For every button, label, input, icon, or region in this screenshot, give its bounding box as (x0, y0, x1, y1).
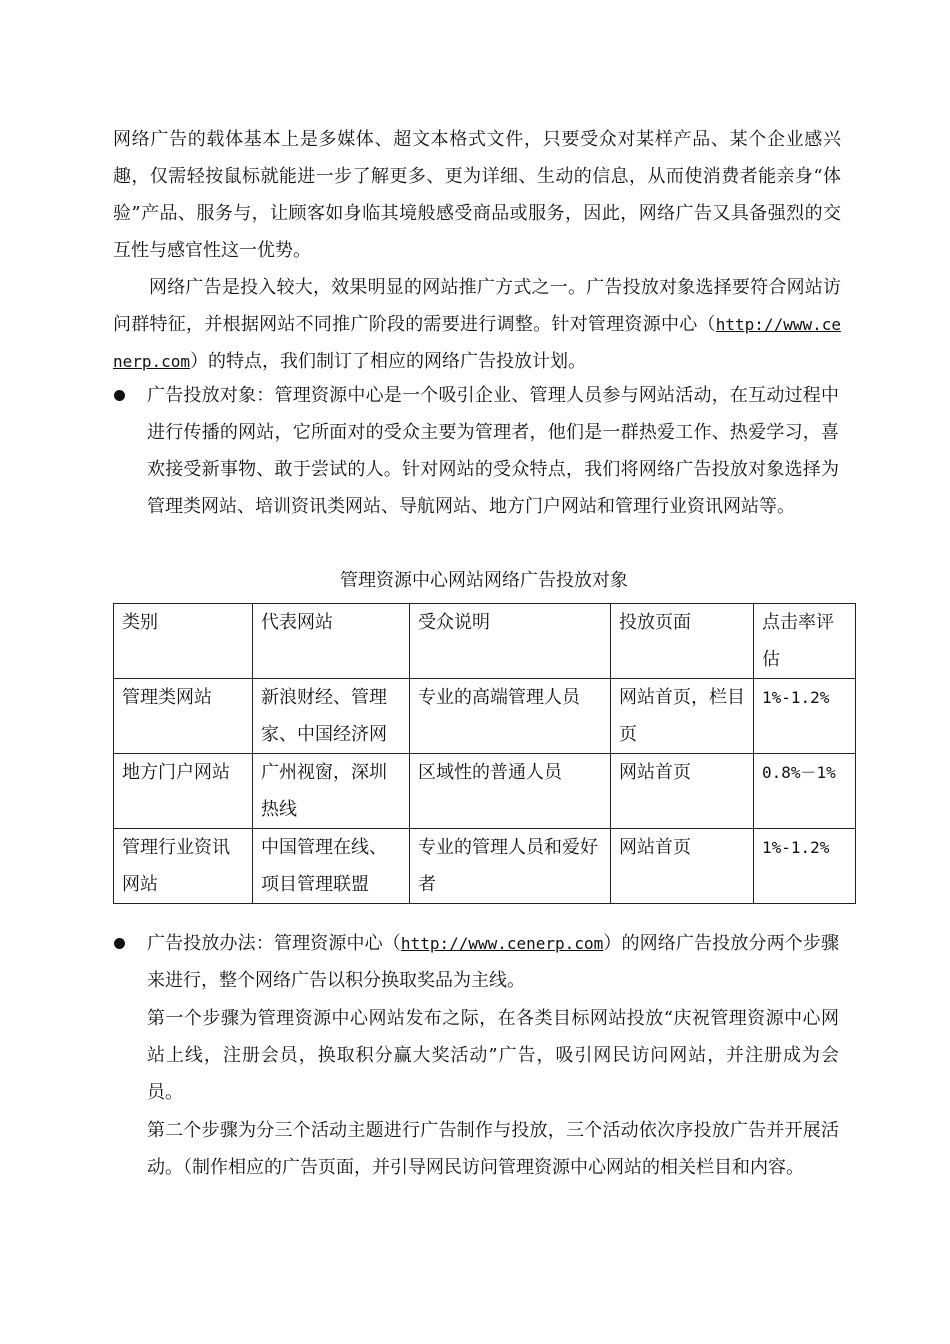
cell-audience: 专业的管理人员和爱好者 (410, 829, 611, 904)
cell-ctr: 0.8%－1% (754, 754, 856, 829)
cell-sites: 广州视窗，深圳热线 (253, 754, 410, 829)
table-row (114, 754, 856, 829)
intro-p2-text-after: ）的特点，我们制订了相应的网络广告投放计划。 (190, 351, 587, 372)
cell-category: 管理类网站 (114, 679, 253, 754)
bullet-2-dot (114, 938, 125, 949)
table-row (114, 829, 856, 904)
table-caption: 管理资源中心网站网络广告投放对象 (340, 570, 628, 591)
step-1-paragraph: 第一个步骤为管理资源中心网站发布之际，在各类目标网站投放“庆祝管理资源中心网站上线，注册会员，换取积分赢大奖活动”广告，吸引网民访问网站，并注册成为会员。 (147, 1008, 839, 1103)
cell-page: 网站首页 (611, 829, 754, 904)
table-row (114, 679, 856, 754)
ad-targets-table (113, 603, 856, 904)
header-sites: 代表网站 (253, 604, 410, 679)
bullet-1-text: 广告投放对象：管理资源中心是一个吸引企业、管理人员参与网站活动，在互动过程中进行传播的网站，它所面对的受众主要为管理者，他们是一群热爱工作、热爱学习，喜欢接受新事物、敢于尝试的人。针对网站的受众特点，我们将网络广告投放对象选择为管理类网站、培训资讯类网站、导航网站、地方门户网站和管理行业资讯网站等。 (147, 385, 839, 517)
cell-page: 网站首页，栏目页 (611, 679, 754, 754)
cell-sites: 新浪财经、管理家、中国经济网 (253, 679, 410, 754)
bullet-2-text (147, 925, 839, 999)
cenerp-link-2[interactable]: http://www.cenerp.com (400, 934, 604, 953)
intro-paragraph-1: 网络广告的载体基本上是多媒体、超文本格式文件，只要受众对某样产品、某个企业感兴趣，仅需轻按鼠标就能进一步了解更多、更为详细、生动的信息，从而使消费者能亲身“体验”产品、服务与，让顾客如身临其境般感受商品或服务，因此，网络广告又具备强烈的交互性与感官性这一优势。 (113, 129, 841, 261)
header-category: 类别 (114, 604, 253, 679)
cell-audience: 区域性的普通人员 (410, 754, 611, 829)
header-ctr: 点击率评估 (754, 604, 856, 679)
bullet-1-dot (114, 390, 125, 401)
cell-category: 地方门户网站 (114, 754, 253, 829)
cenerp-link[interactable]: http://www.cenerp.com (113, 315, 841, 371)
cell-ctr: 1%-1.2% (754, 829, 856, 904)
cell-ctr: 1%-1.2% (754, 679, 856, 754)
header-audience: 受众说明 (410, 604, 611, 679)
step-2-paragraph: 第二个步骤为分三个活动主题进行广告制作与投放，三个活动依次序投放广告并开展活动。（制作相应的广告页面，并引导网民访问管理资源中心网站的相关栏目和内容。 (147, 1120, 839, 1178)
intro-p2-text-before: 网络广告是投入较大，效果明显的网站推广方式之一。广告投放对象选择要符合网站访问群特征，并根据网站不同推广阶段的需要进行调整。针对管理资源中心（ (113, 277, 841, 335)
table-header-row (114, 604, 856, 679)
bullet-2-text-before: 广告投放办法：管理资源中心（ (147, 933, 401, 954)
cell-audience: 专业的高端管理人员 (410, 679, 611, 754)
cell-sites: 中国管理在线、项目管理联盟 (253, 829, 410, 904)
cell-page: 网站首页 (611, 754, 754, 829)
header-page: 投放页面 (611, 604, 754, 679)
bullet-2-text-after: ）的网络广告投放分两个步骤来进行，整个网络广告以积分换取奖品为主线。 (147, 933, 840, 991)
intro-paragraph-2 (113, 269, 841, 380)
cell-category: 管理行业资讯网站 (114, 829, 253, 904)
